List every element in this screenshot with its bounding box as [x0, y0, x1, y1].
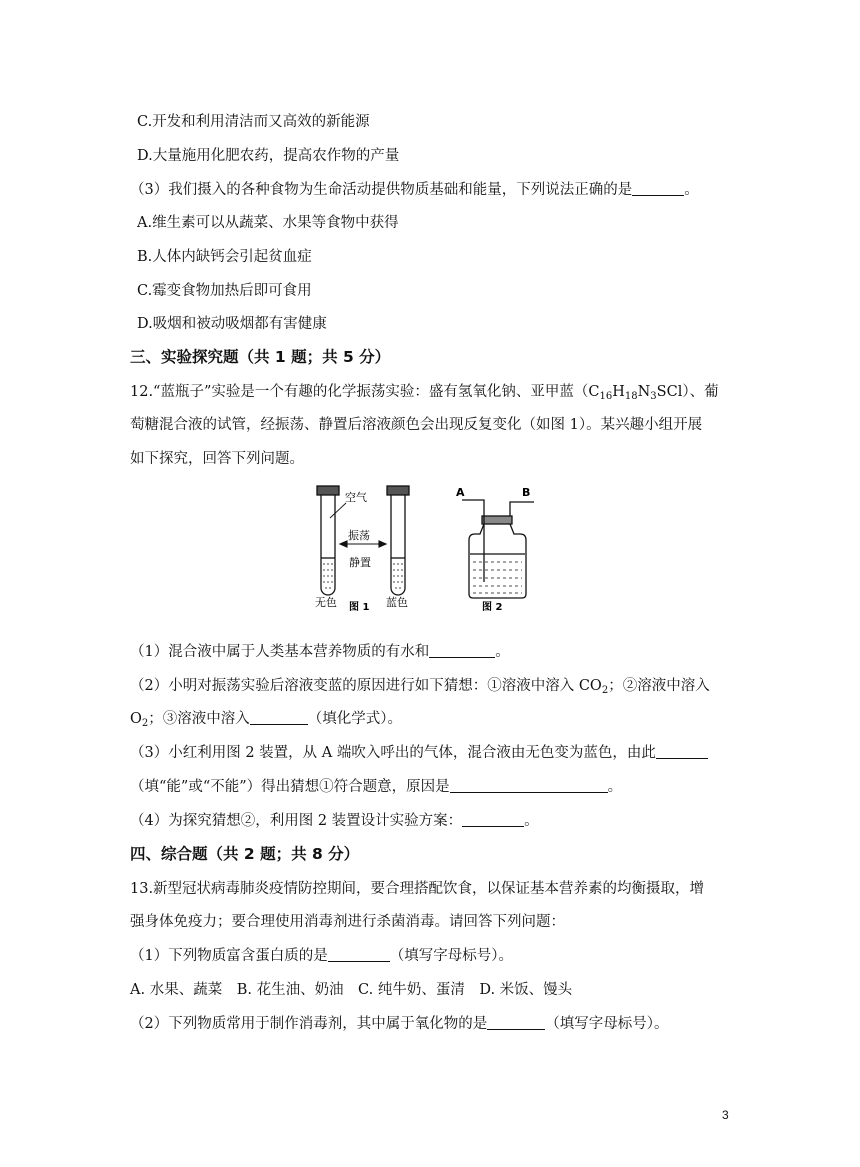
fig1-air-label: 空气	[345, 491, 367, 504]
fig2-end-a: A	[456, 486, 465, 499]
fig1-colorless-label: 无色	[315, 596, 337, 609]
q13-options: A. 水果、蔬菜 B. 花生油、奶油 C. 纯牛奶、蛋清 D. 米饭、馒头	[130, 982, 573, 998]
q11-p3-option-b: B.人体内缺钙会引起贫血症	[137, 249, 312, 265]
q12-part2-line1: （2）小明对振荡实验后溶液变蓝的原因进行如下猜想：①溶液中溶入 $CO_2$；②溶液中溶入	[130, 678, 710, 696]
fig2-caption: 图 2	[482, 602, 503, 613]
q13-intro-line1: 13.新型冠状病毒肺炎疫情防控期间，要合理搭配饮食，以保证基本营养素的均衡摄取，增	[130, 881, 705, 897]
q12-intro-line1: 12.“蓝瓶子”实验是一个有趣的化学振荡实验：盛有氢氧化钠、亚甲蓝$(C_{16}H_{18}N_3SCl)$、葡	[130, 384, 719, 402]
q12-part3-line1: （3）小红利用图 2 装置，从 A 端吹入呼出的气体，混合液由无色变为蓝色，由此	[130, 743, 708, 763]
q12-part3-line2: （填“能”或“不能”）得出猜想①符合题意，原因是 。	[130, 779, 623, 795]
fig1-blue-label: 蓝色	[386, 596, 408, 609]
q13-intro-line2: 强身体免疫力；要合理使用消毒剂进行杀菌消毒。请回答下列问题：	[130, 914, 565, 930]
q13-part1: （1）下列物质富含蛋白质的是 （填写字母标号）。	[130, 948, 513, 964]
q11-option-d: D.大量施用化肥农药，提高农作物的产量	[137, 148, 400, 164]
page-number: 3	[722, 1108, 729, 1122]
fig1-rest-label: 静置	[349, 556, 371, 569]
q11-part3: （3）我们摄入的各种食物为生命活动提供物质基础和能量，下列说法正确的是 。	[130, 182, 699, 198]
section3-heading: 三、实验探究题（共 1 题；共 5 分）	[130, 348, 391, 366]
fig1-tube-right	[387, 486, 409, 595]
q12-part2-line2: $O_2$；③溶液中溶入 （填化学式）。	[130, 711, 403, 729]
q12-intro-line3: 如下探究，回答下列问题。	[130, 451, 304, 467]
q11-p3-option-d: D.吸烟和被动吸烟都有害健康	[137, 316, 327, 332]
fig2-bottle	[462, 500, 534, 598]
fig1-shake-label: 振荡	[348, 529, 370, 542]
fig1-tube-left	[317, 486, 339, 595]
q12-figures	[0, 480, 860, 620]
fig1-caption: 图 1	[349, 602, 370, 613]
section4-heading: 四、综合题（共 2 题；共 8 分）	[130, 845, 360, 863]
q13-part2: （2）下列物质常用于制作消毒剂，其中属于氧化物的是 （填写字母标号）。	[130, 1016, 669, 1032]
q11-p3-option-c: C.霉变食物加热后即可食用	[137, 283, 312, 299]
q11-option-c: C.开发和利用清洁而又高效的新能源	[137, 114, 370, 130]
q12-part1: （1）混合液中属于人类基本营养物质的有水和 。	[130, 644, 510, 660]
q11-p3-option-a: A.维生素可以从蔬菜、水果等食物中获得	[137, 215, 399, 231]
fig2-end-b: B	[522, 486, 531, 499]
q12-part4: （4）为探究猜想②，利用图 2 装置设计实验方案： 。	[130, 813, 539, 829]
q12-intro-line2: 萄糖混合液的试管，经振荡、静置后溶液颜色会出现反复变化（如图 1）。某兴趣小组开展	[130, 417, 703, 433]
